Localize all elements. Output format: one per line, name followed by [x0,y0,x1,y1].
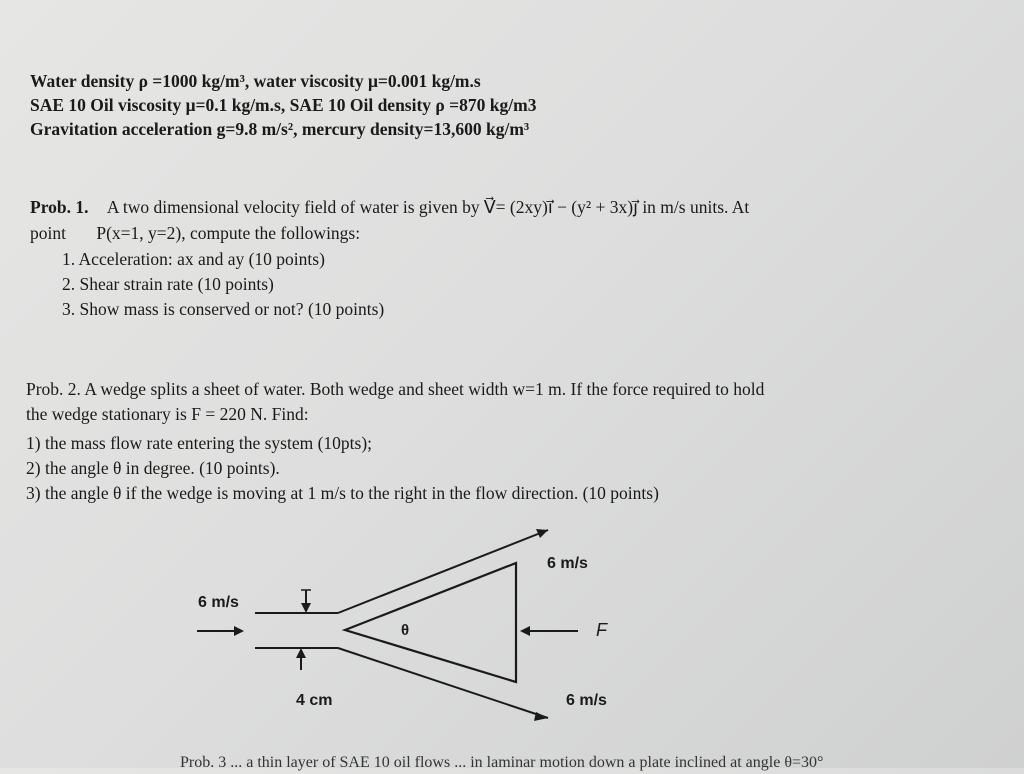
prob1-item: 1. Acceleration: ax and ay (10 points) [62,249,325,269]
wedge-triangle [345,563,516,682]
prob1-item: 2. Shear strain rate (10 points) [62,274,274,294]
prob2-item: 2) the angle θ in degree. (10 points). [26,458,280,478]
prob2-line1: Prob. 2. A wedge splits a sheet of water. Both wedge and sheet width w=1 m. If the force required to hold [26,379,765,399]
constant-gravity: Gravitation acceleration g=9.8 m/s², mercury density=13,600 kg/m³ [30,119,530,139]
prob3-cut-text: Prob. 3 ... a thin layer of SAE 10 oil flows ... in laminar motion down a plate inclined at angle θ=30° [180,754,824,771]
prob1-item: 3. Show mass is conserved or not? (10 points) [62,299,385,319]
inlet-velocity-label: 6 m/s [198,594,239,611]
force-label: F [596,620,607,640]
upper-velocity-label: 6 m/s [547,555,588,572]
prob2-line2: the wedge stationary is F = 220 N. Find: [26,404,309,424]
inlet-arrowhead [234,626,244,636]
thickness-label: 4 cm [296,692,333,709]
force-arrowhead [520,626,530,636]
prob1-point-label: point [30,223,66,243]
prob2-item: 1) the mass flow rate entering the system (10pts); [26,433,373,453]
constant-oil: SAE 10 Oil viscosity μ=0.1 kg/m.s, SAE 10 Oil density ρ =870 kg/m3 [30,95,537,115]
lower-velocity-label: 6 m/s [566,692,607,709]
prob1-heading: Prob. 1. [30,197,89,217]
prob1-intro: A two dimensional velocity field of water is given by V⃗= (2xy)i⃗ − (y² + 3x)j⃗ in m/s units. At [106,197,750,217]
constant-water: Water density ρ =1000 kg/m³, water viscosity μ=0.001 kg/m.s [30,71,481,91]
prob2-item: 3) the angle θ if the wedge is moving at 1 m/s to the right in the flow direction. (10 points) [26,483,659,503]
thickness-arrowhead-top [301,603,311,613]
prob1-point-text: P(x=1, y=2), compute the followings: [96,223,361,243]
angle-label: θ [401,622,410,639]
thickness-arrowhead-bottom [296,648,306,658]
